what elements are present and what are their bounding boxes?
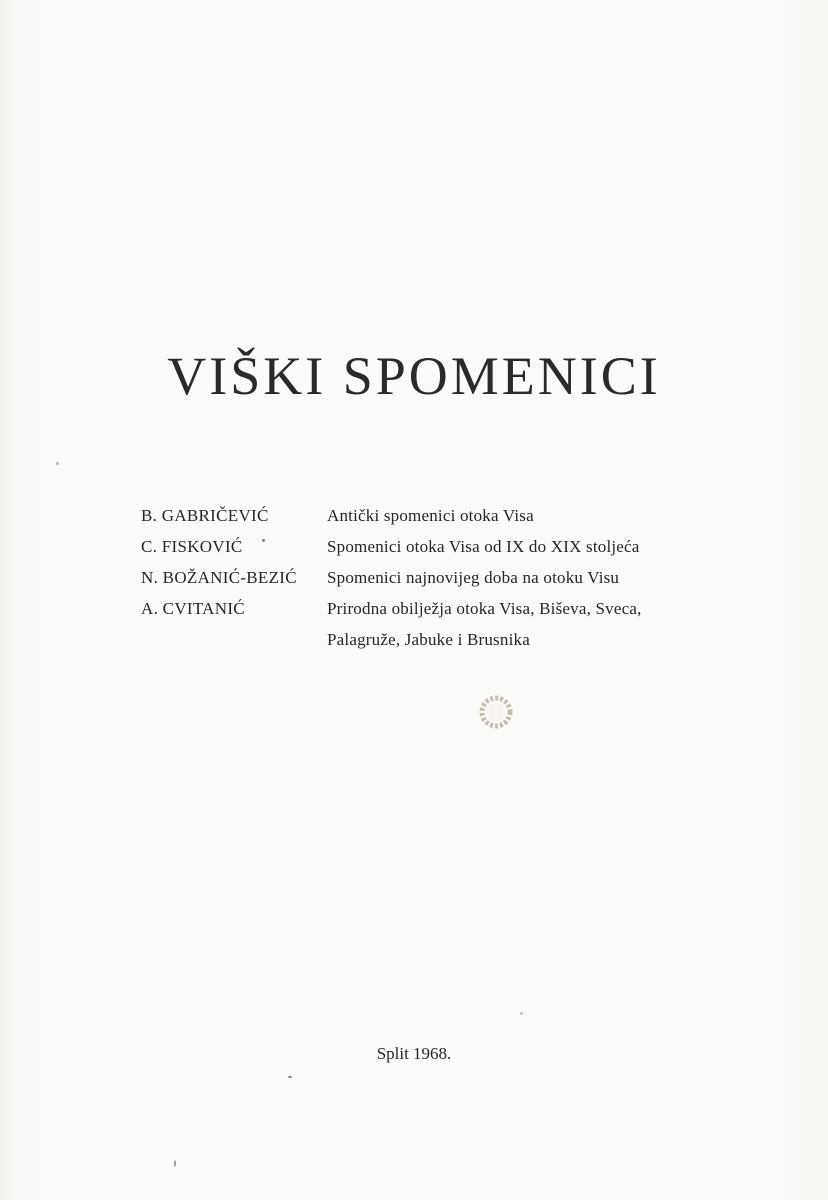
work-title: Spomenici otoka Visa od IX do XIX stoljeća — [327, 537, 640, 556]
contributors-list — [141, 505, 721, 660]
author-name: A. CVITANIĆ — [141, 599, 245, 618]
work-title: Spomenici najnovijeg doba na otoku Visu — [327, 568, 620, 587]
work-title-line: Prirodna obilježja otoka Visa, Biševa, Sveca, — [327, 599, 642, 618]
contributor-row — [141, 536, 721, 567]
contributor-row — [141, 598, 721, 660]
author-name: N. BOŽANIĆ-BEZIĆ — [141, 568, 297, 587]
book-title: VIŠKI SPOMENICI — [167, 346, 661, 406]
paper-speck — [262, 539, 265, 542]
work-title-line: Palagruže, Jabuke i Brusnika — [327, 630, 530, 649]
contributor-row — [141, 505, 721, 536]
author-name: B. GABRIČEVIĆ — [141, 506, 269, 525]
library-stamp-mark — [474, 690, 518, 734]
work-title — [327, 598, 721, 660]
paper-speck — [56, 462, 59, 465]
contributor-row — [141, 567, 721, 598]
imprint-place-year: Split 1968. — [376, 1044, 452, 1063]
paper-speck — [288, 1076, 292, 1078]
paper-speck — [174, 1160, 176, 1167]
author-name: C. FISKOVIĆ — [141, 537, 243, 556]
paper-speck — [520, 1012, 523, 1015]
work-title: Antički spomenici otoka Visa — [327, 506, 534, 525]
